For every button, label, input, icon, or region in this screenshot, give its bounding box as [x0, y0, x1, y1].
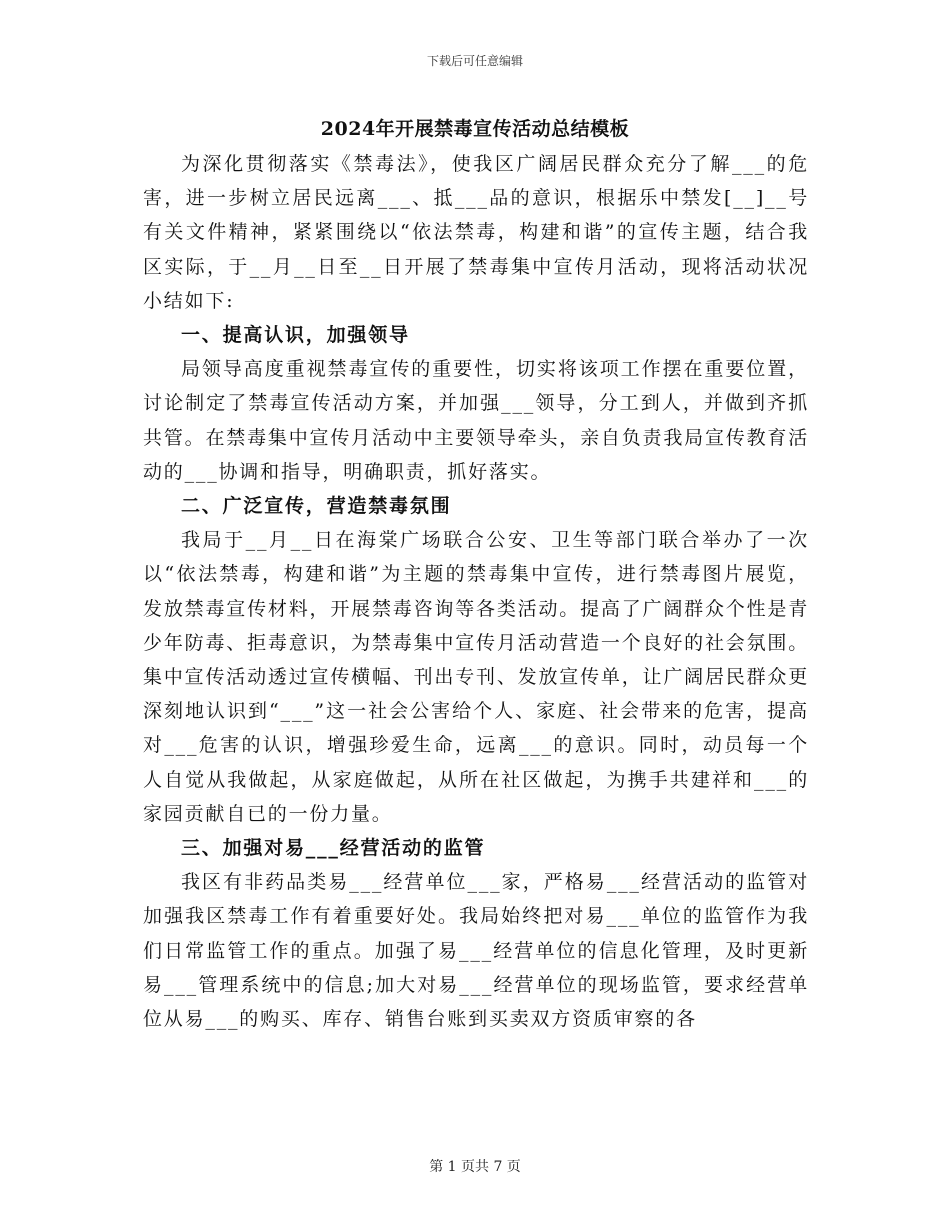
section-heading-2: 二、广泛宣传，营造禁毒氛围 [181, 495, 452, 518]
section-paragraph-1: 局领导高度重视禁毒宣传的重要性，切实将该项工作摆在重要位置，讨论制定了禁毒宣传活动方案，并加强___领导，分工到人，并做到齐抓共管。在禁毒集中宣传月活动中主要领导牵头，亲自负责我局宣传教育活动的___协调和指导，明确职责，抓好落实。 [143, 358, 809, 483]
page-number: 第 1 页共 7 页 [429, 1159, 521, 1175]
intro-paragraph: 为深化贯彻落实《禁毒法》，使我区广阔居民群众充分了解___的危害，进一步树立居民远离___、抵___品的意识，根据乐中禁发[__]__号有关文件精神，紧紧围绕以“依法禁毒，构建和谐”的宣传主题，结合我区实际，于__月__日至__日开展了禁毒集中宣传月活动，现将活动状况小结如下: [143, 153, 809, 312]
header-note: 下载后可任意编辑 [426, 54, 523, 68]
section-heading-3: 三、加强对易___经营活动的监管 [181, 837, 486, 860]
section-paragraph-3: 我区有非药品类易___经营单位___家，严格易___经营活动的监管对加强我区禁毒工作有着重要好处。我局始终把对易___单位的监管作为我们日常监管工作的重点。加强了易___经营单位的信息化管理，及时更新易___管理系统中的信息;加大对易___经营单位的现场监管，要求经营单位从易___的购买、库存、销售台账到买卖双方资质审察的各 [143, 871, 809, 1031]
section-heading-1: 一、提高认识，加强领导 [181, 324, 410, 347]
document-body [143, 147, 809, 1036]
section-paragraph-2: 我局于__月__日在海棠广场联合公安、卫生等部门联合举办了一次以“依法禁毒，构建和谐”为主题的禁毒集中宣传，进行禁毒图片展览，发放禁毒宣传材料，开展禁毒咨询等各类活动。提高了广阔群众个性是青少年防毒、拒毒意识，为禁毒集中宣传月活动营造一个良好的社会氛围。集中宣传活动透过宣传横幅、刊出专刊、发放宣传单，让广阔居民群众更深刻地认识到“___”这一社会公害给个人、家庭、社会带来的危害，提高对___危害的认识，增强珍爱生命，远离___的意识。同时，动员每一个人自觉从我做起，从家庭做起，从所在社区做起，为携手共建祥和___的家园贡献自已的一份力量。 [143, 529, 809, 825]
document-title: 2024年开展禁毒宣传活动总结模板 [320, 118, 630, 140]
